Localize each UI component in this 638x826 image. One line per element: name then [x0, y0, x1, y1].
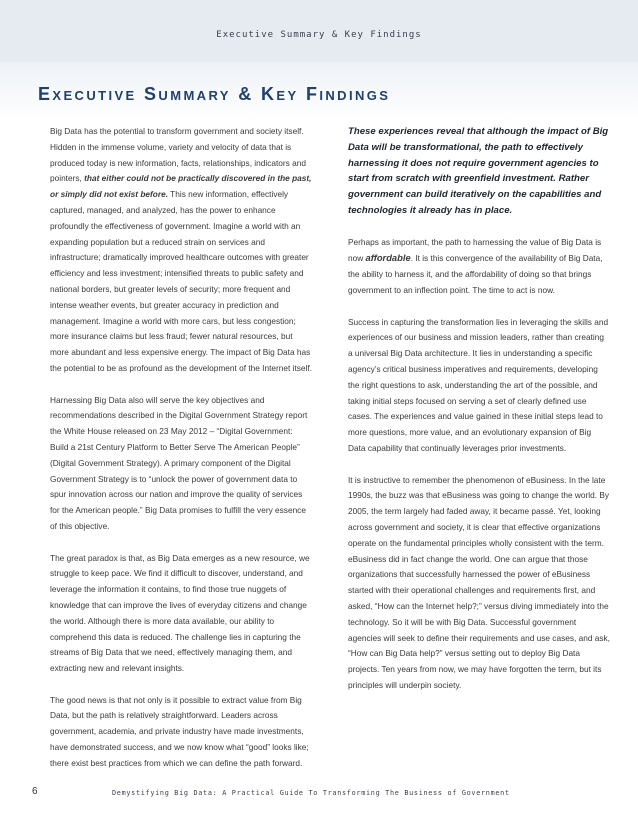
- intro-text-end: This new information, effectively captured, managed, and analyzed, has the power to enhance profoundly the effectiveness of government. Imagine a world with an expanding population but a reduced strain on services and infrastructure; dramatically improved healthcare outcomes with greater efficiency and less investment; intensified threats to public safety and national borders, but greater levels of security; more frequent and intense weather events, but greater accuracy in prediction and management. Imagine a world with more cars, but less congestion; more insurance claims but less fraud; fewer natural resources, but more abundant and less expensive energy. The impact of Big Data has the potential to be as profound as the development of the Internet itself.: [50, 189, 312, 373]
- affordable-text-end: . It is this convergence of the availability of Big Data, the ability to harness it, and the affordability of doing so that brings government to an inflection point. The time to act is now.: [348, 253, 603, 295]
- paragraph-digital-government: Harnessing Big Data also will serve the key objectives and recommendations described in the Digital Government Strategy report the White House released on 23 May 2012 – “Digital Government: Build a 21st Century Platform to Better Serve The American People” (Digital Government Strategy). A primary component of the Digital Government Strategy is to “unlock the power of government data to spur innovation across our nation and improve the quality of services for the American people.” Big Data promises to fulfill the very essence of this objective.: [50, 394, 308, 531]
- paragraph-success: Success in capturing the transformation lies in leveraging the skills and experiences of our business and mission leaders, rather than creating a universal Big Data architecture. It lies in understanding a specific agency’s critical business imperatives and requirements, developing the right questions to ask, understanding the art of the possible, and taking initial steps focused on serving a set of clearly defined use cases. The experiences and value gained in these initial steps lead to more questions, more value, and an evolutionary expansion of Big Data capability that continually leverages prior investments.: [348, 316, 609, 453]
- page-number: 6: [32, 786, 38, 797]
- affordable-text-start: Perhaps as important, the path to harnessing the value of Big Data is now: [348, 236, 602, 264]
- running-header: [0, 0, 638, 62]
- affordable-emphasis: affordable: [365, 252, 411, 264]
- intro-text-start: Big Data has the potential to transform government and society itself. Hidden in the immense volume, variety and velocity of data that is produced today is new information, facts, relationships, indicators and pointers,: [50, 126, 306, 184]
- right-column: [348, 124, 610, 709]
- callout-paragraph: These experiences reveal that although the impact of Big Data will be transformational, the path to effectively harnessing it does not require government agencies to start from scratch with greenfield investment. Rather government can build iteratively on the capabilities and technologies it already has in place.: [348, 126, 609, 216]
- page-title: Executive Summary & Key Findings: [38, 84, 391, 104]
- paragraph-ebusiness: It is instructive to remember the phenomenon of eBusiness. In the late 1990s, the buzz was that eBusiness was going to change the world. By 2005, the term largely had faded away, it became passé. Yet, looking across government and society, it is clear that effective organizations operate on the fundamental principles wholly consistent with the term. eBusiness did in fact change the world. One can argue that those organizations that successfully harnessed the power of eBusiness started with their operational challenges and requirements first, and asked, “How can the Internet help?;” versus diving immediately into the technology. So it will be with Big Data. Successful government agencies will seek to define their requirements and use cases, and ask, “How can Big Data help?” versus setting out to deploy Big Data projects. Ten years from now, we may have forgotten the term, but its principles will underpin society.: [348, 474, 610, 690]
- running-header-title: Executive Summary & Key Findings: [216, 30, 422, 40]
- left-column: [50, 124, 312, 787]
- paragraph-affordable: [348, 235, 610, 299]
- paragraph-paradox: The great paradox is that, as Big Data emerges as a new resource, we struggle to keep pace. We find it difficult to discover, understand, and leverage the information it contains, to find those true nuggets of knowledge that can improve the lives of everyday citizens and change the world. Although there is more data available, our ability to comprehend this data is reduced. The challenge lies in capturing the streams of Big Data that we need, effectively managing them, and extracting new and relevant insights.: [50, 552, 310, 674]
- paragraph-intro: [50, 124, 312, 377]
- footer-title: Demystifying Big Data: A Practical Guide To Transforming The Business of Government: [112, 789, 510, 797]
- intro-emphasis: that either could not be practically discovered in the past, or simply did not exist before.: [50, 173, 312, 200]
- paragraph-good-news: The good news is that not only is it possible to extract value from Big Data, but the path is relatively straightforward. Leaders across government, academia, and private industry have made investments, have demonstrated success, and we now know what “good” looks like; there exist best practices from which we can define the path forward.: [50, 694, 309, 768]
